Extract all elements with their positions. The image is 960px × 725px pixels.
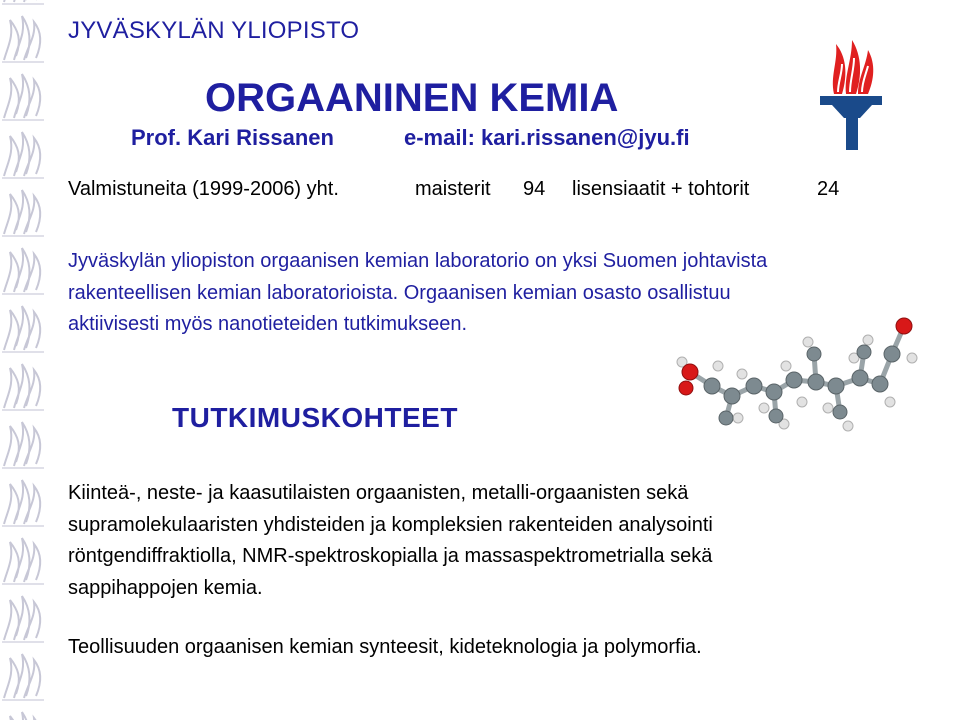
research-line: supramolekulaaristen yhdisteiden ja kompleksien rakenteiden analysointi (68, 513, 713, 536)
doctors-label: lisensiaatit + tohtorit (572, 178, 750, 200)
masters-label: maisterit (415, 178, 491, 200)
research-line: sappihappojen kemia. (68, 577, 263, 600)
masters-count: 94 (523, 178, 546, 200)
intro-line: aktiivisesti myös nanotieteiden tutkimukseen. (68, 313, 468, 335)
university-name: JYVÄSKYLÄN YLIOPISTO (68, 17, 360, 44)
flame-pattern-icon (0, 0, 48, 720)
research-paragraph (68, 478, 928, 605)
decorative-side-stripe (0, 0, 48, 720)
intro-line: rakenteellisen kemian laboratorioista. Orgaanisen kemian osasto osallistuu (68, 281, 731, 304)
research-heading: TUTKIMUSKOHTEET (172, 402, 458, 433)
research-line: röntgendiffraktiolla, NMR-spektroskopialla ja massaspektrometrialla sekä (68, 545, 713, 568)
torch-flame-icon (816, 36, 888, 152)
molecule-icon (668, 312, 920, 442)
industry-paragraph: Teollisuuden orgaanisen kemian synteesit, kideteknologia ja polymorfia. (68, 636, 702, 658)
research-line: Kiinteä-, neste- ja kaasutilaisten orgaanisten, metalli-orgaanisten sekä (68, 482, 689, 504)
page-title: ORGAANINEN KEMIA (205, 76, 619, 120)
graduates-label: Valmistuneita (1999-2006) yht. (68, 178, 339, 200)
professor-name: Prof. Kari Rissanen (131, 125, 334, 150)
doctors-count: 24 (817, 178, 840, 200)
intro-line: Jyväskylän yliopiston orgaanisen kemian laboratorio on yksi Suomen johtavista (68, 250, 768, 272)
molecule-model-image (668, 312, 920, 447)
contact-email: e-mail: kari.rissanen@jyu.fi (404, 125, 690, 150)
university-torch-logo (816, 36, 888, 157)
